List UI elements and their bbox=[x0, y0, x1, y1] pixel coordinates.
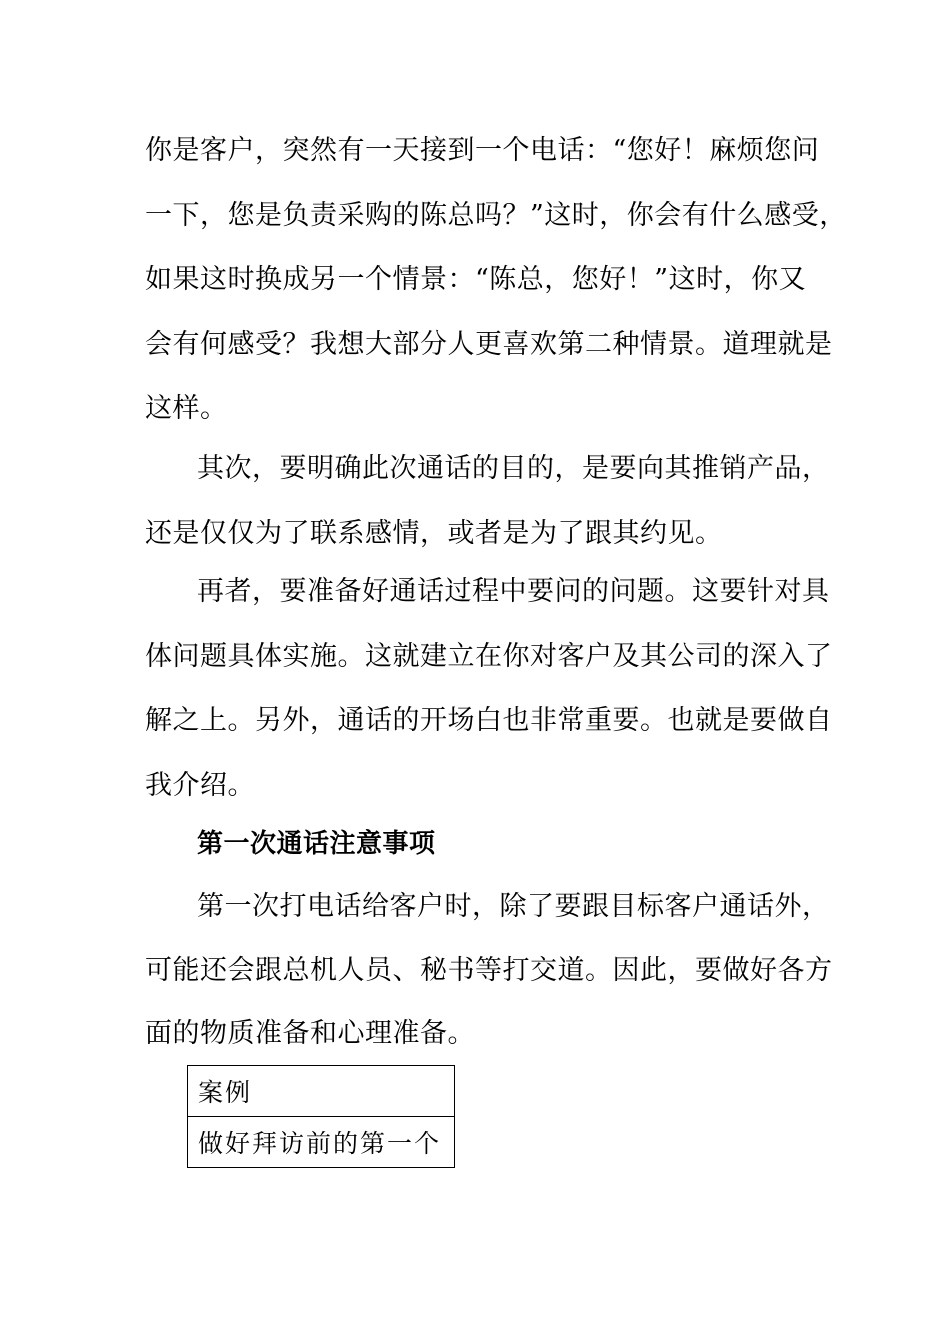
paragraph-1-line-4: 会有何感受？我想大部分人更喜欢第二种情景。道理就是 bbox=[145, 329, 833, 360]
section-heading: 第一次通话注意事项 bbox=[197, 829, 436, 859]
paragraph-2-line-2: 还是仅仅为了联系感情，或者是为了跟其约见。 bbox=[145, 518, 723, 549]
paragraph-1-line-2: 一下，您是负责采购的陈总吗？”这时，你会有什么感受， bbox=[145, 200, 847, 231]
case-table-header-row bbox=[188, 1066, 455, 1117]
paragraph-1-line-5: 这样。 bbox=[145, 393, 228, 424]
paragraph-4-line-3: 面的物质准备和心理准备。 bbox=[145, 1018, 475, 1049]
paragraph-3-line-2: 体问题具体实施。这就建立在你对客户及其公司的深入了 bbox=[145, 641, 833, 672]
case-table bbox=[187, 1065, 455, 1168]
case-table-header-cell: 案例 bbox=[188, 1066, 455, 1117]
paragraph-3-line-4: 我介绍。 bbox=[145, 770, 255, 801]
paragraph-4-line-1: 第一次打电话给客户时，除了要跟目标客户通话外， bbox=[197, 891, 830, 922]
case-table-row bbox=[188, 1117, 455, 1168]
paragraph-1-line-3: 如果这时换成另一个情景：“陈总，您好！”这时，你又 bbox=[145, 264, 807, 295]
paragraph-4-line-2: 可能还会跟总机人员、秘书等打交道。因此，要做好各方 bbox=[145, 955, 833, 986]
paragraph-2-line-1: 其次，要明确此次通话的目的，是要向其推销产品， bbox=[197, 453, 830, 484]
paragraph-1-line-1: 你是客户，突然有一天接到一个电话：“您好！麻烦您问 bbox=[145, 135, 820, 166]
case-table-cell: 做好拜访前的第一个 bbox=[188, 1117, 455, 1168]
paragraph-3-line-1: 再者，要准备好通话过程中要问的问题。这要针对具 bbox=[197, 576, 830, 607]
paragraph-3-line-3: 解之上。另外，通话的开场白也非常重要。也就是要做自 bbox=[145, 705, 833, 736]
